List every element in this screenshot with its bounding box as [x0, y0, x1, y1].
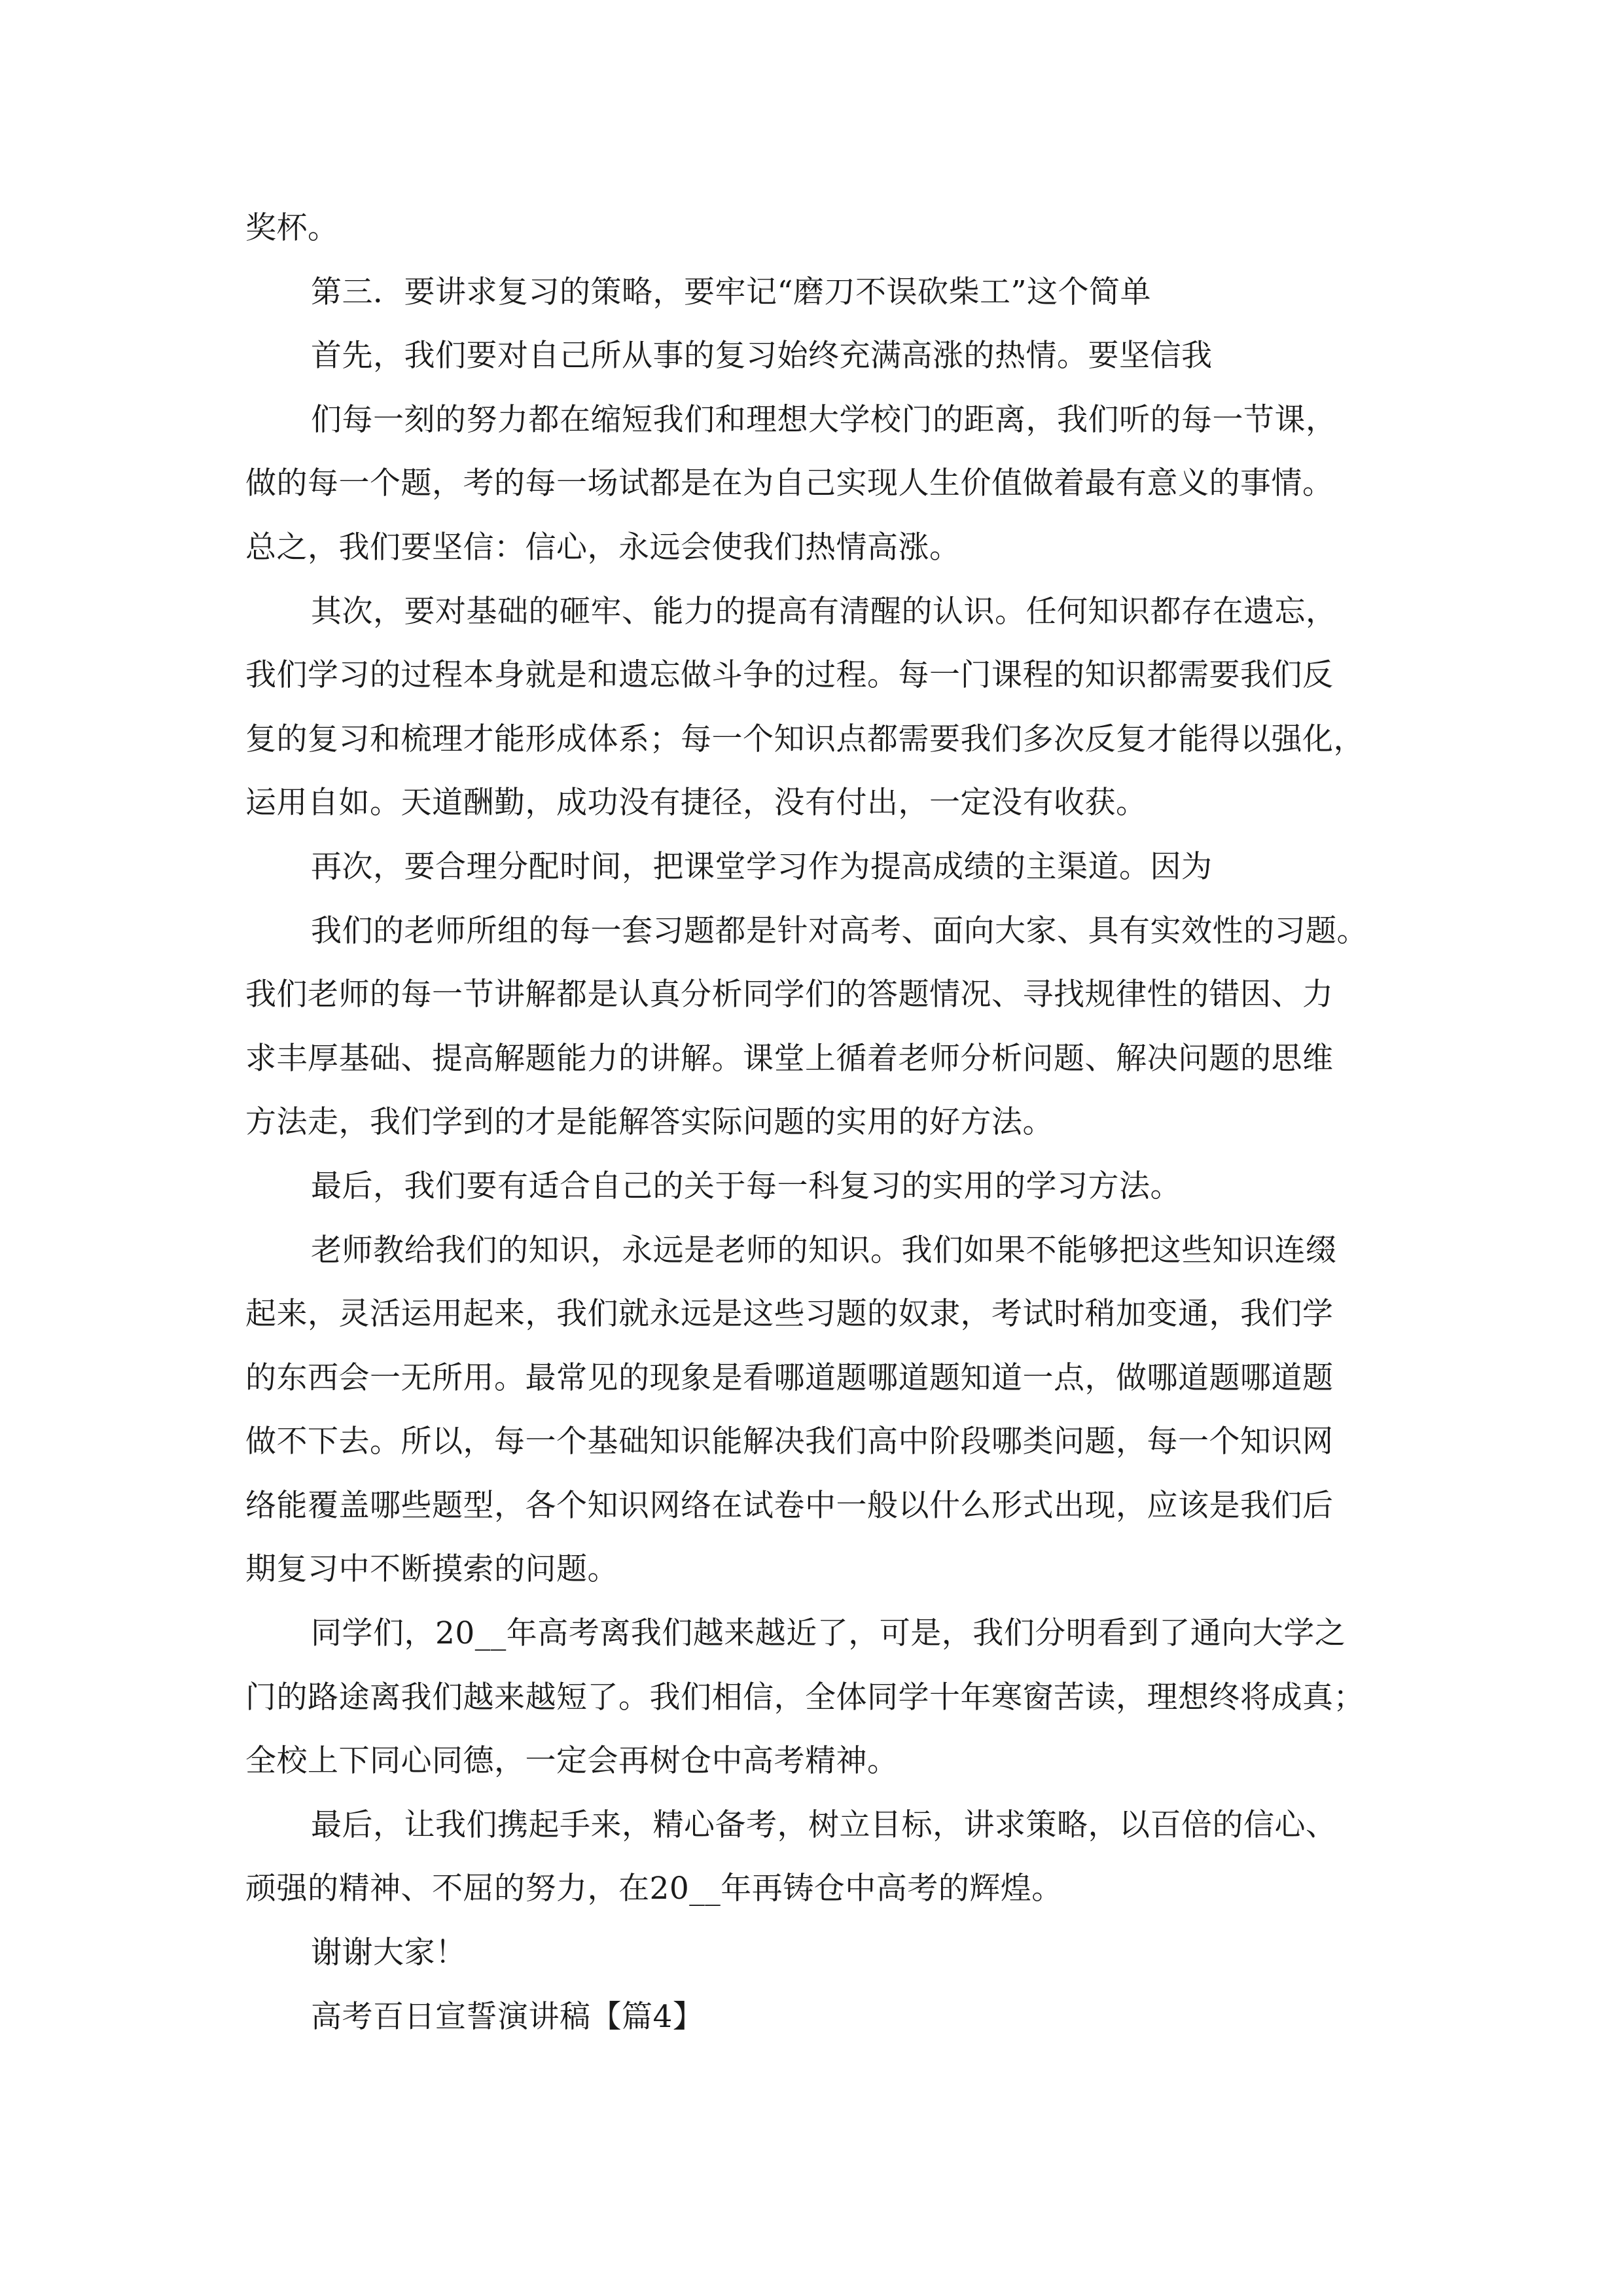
text-line: 络能覆盖哪些题型，各个知识网络在试卷中一般以什么形式出现，应该是我们后 [245, 1487, 1334, 1524]
text-line: 的东西会一无所用。最常见的现象是看哪道题哪道题知道一点，做哪道题哪道题 [245, 1359, 1334, 1396]
text-line: 我们学习的过程本身就是和遗忘做斗争的过程。每一门课程的知识都需要我们反 [245, 657, 1334, 694]
text-line: 做不下去。所以，每一个基础知识能解决我们高中阶段哪类问题，每一个知识网 [245, 1424, 1334, 1460]
text-line: 再次，要合理分配时间，把课堂学习作为提高成绩的主渠道。因为 [311, 848, 1213, 885]
text-line: 谢谢大家！ [311, 1935, 467, 1971]
text-line: 方法走，我们学到的才是能解答实际问题的实用的好方法。 [245, 1104, 1054, 1141]
text-line: 总之，我们要坚信：信心，永远会使我们热情高涨。 [245, 529, 961, 565]
text-line: 运用自如。天道酬勤，成功没有捷径，没有付出，一定没有收获。 [245, 785, 1147, 821]
text-line: 同学们，20__年高考离我们越来越近了，可是，我们分明看到了通向大学之 [311, 1615, 1346, 1652]
text-line: 门的路途离我们越来越短了。我们相信，全体同学十年寒窗苦读，理想终将成真； [245, 1679, 1364, 1715]
text-line: 们每一刻的努力都在缩短我们和理想大学校门的距离，我们听的每一节课， [311, 401, 1337, 438]
text-line: 第三．要讲求复习的策略，要牢记“磨刀不误砍柴工”这个简单 [311, 274, 1152, 310]
text-line: 我们老师的每一节讲解都是认真分析同学们的答题情况、寻找规律性的错因、力 [245, 977, 1334, 1013]
text-line: 做的每一个题，考的每一场试都是在为自己实现人生价值做着最有意义的事情。 [245, 465, 1334, 502]
text-line: 顽强的精神、不屈的努力，在20__年再铸仓中高考的辉煌。 [245, 1871, 1063, 1907]
text-line: 最后，让我们携起手来，精心备考，树立目标，讲求策略，以百倍的信心、 [311, 1806, 1337, 1843]
text-line: 全校上下同心同德，一定会再树仓中高考精神。 [245, 1743, 899, 1780]
document-page [245, 196, 1397, 2049]
text-line: 求丰厚基础、提高解题能力的讲解。课堂上循着老师分析问题、解决问题的思维 [245, 1040, 1334, 1077]
text-line: 复的复习和梳理才能形成体系；每一个知识点都需要我们多次反复才能得以强化， [245, 721, 1364, 757]
section-heading: 高考百日宣誓演讲稿【篇4】 [311, 1998, 704, 2035]
text-line: 最后，我们要有适合自己的关于每一科复习的实用的学习方法。 [311, 1168, 1181, 1204]
text-line: 其次，要对基础的砸牢、能力的提高有清醒的认识。任何知识都存在遗忘， [311, 593, 1337, 630]
text-line: 期复习中不断摸索的问题。 [245, 1551, 618, 1588]
text-line: 老师教给我们的知识，永远是老师的知识。我们如果不能够把这些知识连缀 [311, 1232, 1337, 1268]
text-line: 奖杯。 [245, 210, 339, 246]
text-line: 起来，灵活运用起来，我们就永远是这些习题的奴隶，考试时稍加变通，我们学 [245, 1296, 1334, 1333]
text-line: 首先，我们要对自己所从事的复习始终充满高涨的热情。要坚信我 [311, 338, 1213, 374]
text-line: 我们的老师所组的每一套习题都是针对高考、面向大家、具有实效性的习题。 [311, 912, 1368, 949]
